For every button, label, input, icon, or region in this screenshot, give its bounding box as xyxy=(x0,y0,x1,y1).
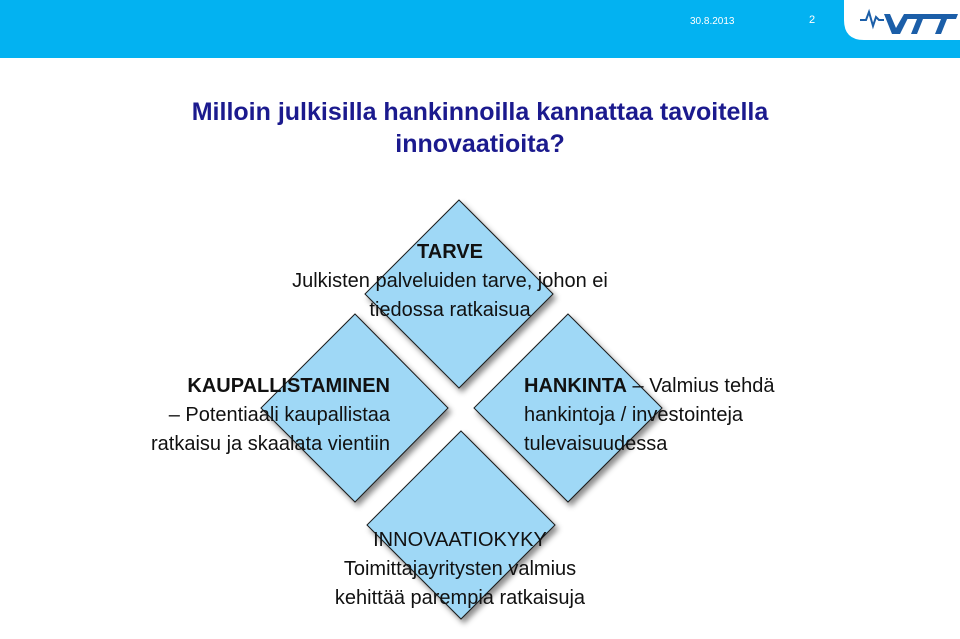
page-number: 2 xyxy=(808,14,816,26)
slide-date: 30.8.2013 xyxy=(690,16,735,27)
procurement-label xyxy=(524,372,854,459)
commercialization-text-line-1: – Potentiaali kaupallistaa xyxy=(168,404,390,426)
innovation-capacity-text-line-1: Toimittajayritysten valmius xyxy=(343,558,577,580)
commercialization-label xyxy=(60,372,390,459)
title-line-2: innovaatioita? xyxy=(395,130,565,158)
procurement-heading: HANKINTA xyxy=(524,375,627,397)
title-line-1: Milloin julkisilla hankinnoilla kannattaa tavoitella xyxy=(191,98,769,126)
innovation-capacity-label xyxy=(240,526,680,613)
need-text-line-2: tiedossa ratkaisua xyxy=(369,299,531,321)
commercialization-text-line-2: ratkaisu ja skaalata vientiin xyxy=(150,433,390,455)
innovation-capacity-heading: INNOVAATIOKYKY xyxy=(373,529,547,551)
need-label xyxy=(220,238,680,325)
procurement-heading-suffix: – Valmius tehdä xyxy=(626,375,775,397)
procurement-text-line-1: hankintoja / investointeja xyxy=(524,404,744,426)
procurement-text-line-2: tulevaisuudessa xyxy=(524,433,668,455)
need-text-line-1: Julkisten palveluiden tarve, johon ei xyxy=(292,270,608,292)
commercialization-heading: KAUPALLISTAMINEN xyxy=(187,375,390,397)
need-heading: TARVE xyxy=(417,241,483,263)
innovation-capacity-text-line-2: kehittää parempia ratkaisuja xyxy=(334,587,586,609)
